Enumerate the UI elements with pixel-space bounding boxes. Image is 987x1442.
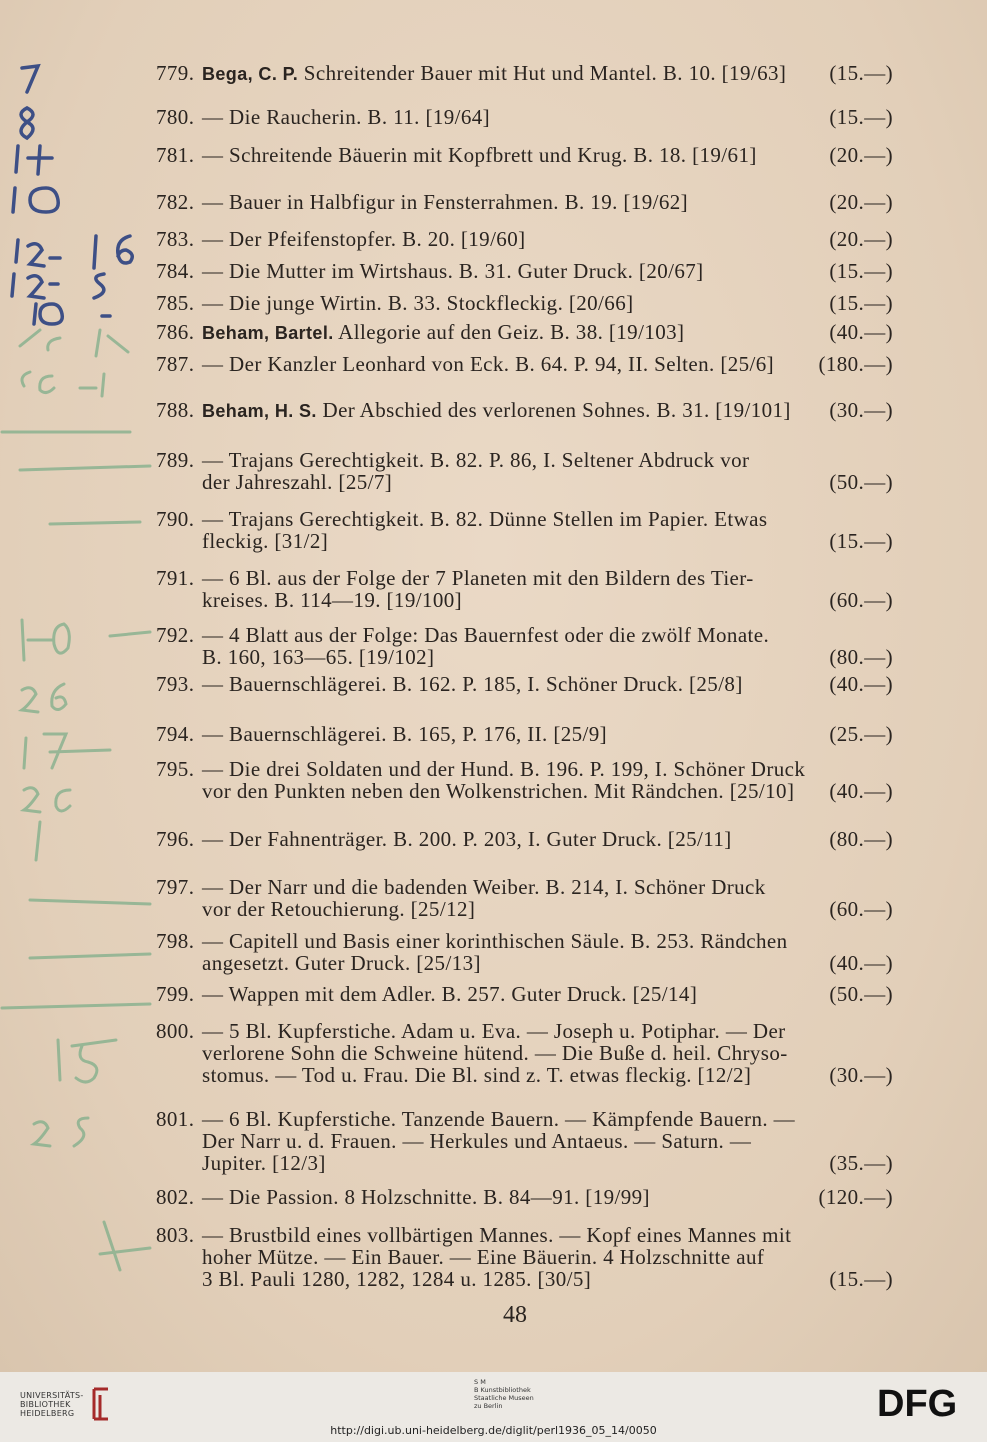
entry-text (156, 673, 743, 695)
catalog-entry (156, 292, 893, 314)
entry-line (156, 1186, 893, 1208)
entry-description: 3 Bl. Pauli 1280, 1282, 1284 u. 1285. [30/5] (202, 1267, 592, 1291)
entry-description: vor den Punkten neben den Wolkenstrichen. Mit Rändchen. [25/10] (202, 779, 795, 803)
university-logo-icon (90, 1385, 112, 1421)
catalog-entry (156, 828, 893, 850)
entry-line (156, 898, 893, 920)
entry-number: 803. (156, 1223, 195, 1247)
catalog-entry (156, 673, 893, 695)
entry-text (156, 1186, 650, 1208)
entry-description: — Die junge Wirtin. B. 33. Stockfleckig. [20/66] (202, 291, 634, 315)
entry-text (156, 292, 634, 314)
entry-description: — Capitell und Basis einer korinthischen Säule. B. 253. Rändchen (202, 929, 788, 953)
entry-description: — Bauer in Halbfigur in Fensterrahmen. B. 19. [19/62] (202, 190, 689, 214)
entry-description: stomus. — Tod u. Frau. Die Bl. sind z. T. etwas fleckig. [12/2] (202, 1063, 752, 1087)
entry-text (156, 758, 805, 780)
entry-text (156, 399, 791, 421)
catalog-entry (156, 106, 893, 128)
catalog-entry (156, 449, 893, 493)
entry-number: 789. (156, 448, 195, 472)
entry-text (202, 1246, 764, 1268)
catalog-entry (156, 983, 893, 1005)
estimate-price: (50.—) (829, 982, 893, 1006)
entry-number: 800. (156, 1019, 195, 1043)
entry-text (156, 567, 754, 589)
estimate-price: (40.—) (829, 672, 893, 696)
entry-text (156, 62, 786, 84)
catalog-entry (156, 930, 893, 974)
artist-name: Bega, C. P. (202, 64, 299, 84)
catalog-entry (156, 624, 893, 668)
entry-description: — Die drei Soldaten und der Hund. B. 196. P. 199, I. Schöner Druck (202, 757, 806, 781)
entry-text (202, 589, 462, 611)
catalog-entry (156, 1224, 893, 1290)
entry-line (156, 471, 893, 493)
entry-text (156, 828, 732, 850)
entry-number: 796. (156, 827, 195, 851)
entry-description: Allegorie auf den Geiz. B. 38. [19/103] (338, 320, 685, 344)
catalog-entry (156, 321, 893, 343)
entry-text (156, 1020, 786, 1042)
entry-text (156, 508, 767, 530)
entry-text (156, 930, 788, 952)
entry-line (156, 646, 893, 668)
entry-text (156, 228, 526, 250)
estimate-price: (40.—) (829, 320, 893, 344)
entry-line (156, 876, 893, 898)
entry-text (156, 624, 769, 646)
entry-number: 786. (156, 320, 195, 344)
entry-text (202, 646, 434, 668)
entry-line (156, 1108, 893, 1130)
entry-description: verlorene Sohn die Schweine hütend. — Die Buße d. heil. Chryso- (202, 1041, 788, 1065)
catalog-entry (156, 191, 893, 213)
entry-line (156, 723, 893, 745)
catalog-entry (156, 876, 893, 920)
estimate-price: (180.—) (818, 352, 893, 376)
entry-description: — Der Narr und die badenden Weiber. B. 214, I. Schöner Druck (202, 875, 766, 899)
entry-number: 784. (156, 259, 195, 283)
estimate-price: (35.—) (829, 1151, 893, 1175)
entry-text (202, 898, 475, 920)
entry-text (156, 321, 684, 343)
entry-line (156, 1020, 893, 1042)
entry-line (156, 1152, 893, 1174)
estimate-price: (80.—) (829, 645, 893, 669)
catalog-entry (156, 508, 893, 552)
entry-number: 779. (156, 61, 195, 85)
entry-description: Schreitender Bauer mit Hut und Mantel. B. 10. [19/63] (303, 61, 787, 85)
entry-number: 798. (156, 929, 195, 953)
entry-number: 792. (156, 623, 195, 647)
entry-description: vor der Retouchierung. [25/12] (202, 897, 476, 921)
entry-text (202, 780, 794, 802)
catalog-entry (156, 353, 893, 375)
stamp-line-3: Staatliche Museen (474, 1394, 534, 1402)
estimate-price: (60.—) (829, 588, 893, 612)
artist-name: Beham, H. S. (202, 401, 317, 421)
entry-number: 782. (156, 190, 195, 214)
entry-description: — Wappen mit dem Adler. B. 257. Guter Druck. [25/14] (202, 982, 698, 1006)
entry-number: 790. (156, 507, 195, 531)
entry-line (156, 292, 893, 314)
entry-text (202, 952, 481, 974)
entry-text (202, 1130, 751, 1152)
stamp-line-2: B Kunstbibliothek (474, 1386, 531, 1394)
estimate-price: (15.—) (829, 291, 893, 315)
entry-line (156, 1224, 893, 1246)
entry-text (202, 1268, 591, 1290)
estimate-price: (15.—) (829, 61, 893, 85)
entry-line (156, 1268, 893, 1290)
entry-text (202, 1064, 751, 1086)
entry-line (156, 144, 893, 166)
entry-text (202, 1152, 326, 1174)
entry-line (156, 983, 893, 1005)
entry-number: 791. (156, 566, 195, 590)
catalog-entry (156, 758, 893, 802)
entry-number: 801. (156, 1107, 195, 1131)
entry-description: Der Narr u. d. Frauen. — Herkules und Antaeus. — Saturn. — (202, 1129, 752, 1153)
estimate-price: (40.—) (829, 951, 893, 975)
estimate-price: (80.—) (829, 827, 893, 851)
entry-line (156, 1246, 893, 1268)
entry-text (156, 723, 607, 745)
entry-description: — Die Passion. 8 Holzschnitte. B. 84—91. [19/99] (202, 1185, 650, 1209)
stamp-line-1: S M (474, 1378, 486, 1386)
dfg-logo-text: DFG (877, 1384, 958, 1420)
entry-line (156, 567, 893, 589)
university-line-2: BIBLIOTHEK (20, 1400, 71, 1409)
entry-line (156, 589, 893, 611)
entry-text (156, 983, 697, 1005)
entry-description: — Die Raucherin. B. 11. [19/64] (202, 105, 491, 129)
entry-number: 794. (156, 722, 195, 746)
entry-description: — 6 Bl. aus der Folge der 7 Planeten mit den Bildern des Tier- (202, 566, 754, 590)
catalog-entry (156, 723, 893, 745)
entry-number: 781. (156, 143, 195, 167)
artist-name: Beham, Bartel. (202, 323, 334, 343)
entry-description: Der Abschied des verlorenen Sohnes. B. 31. [19/101] (322, 398, 791, 422)
entry-number: 788. (156, 398, 195, 422)
catalog-entry (156, 1108, 893, 1174)
entry-description: — 4 Blatt aus der Folge: Das Bauernfest oder die zwölf Monate. (202, 623, 770, 647)
estimate-price: (15.—) (829, 529, 893, 553)
entry-description: Jupiter. [12/3] (202, 1151, 326, 1175)
entry-text (156, 1108, 795, 1130)
entry-description: — Der Kanzler Leonhard von Eck. B. 64. P. 94, II. Selten. [25/6] (202, 352, 775, 376)
estimate-price: (50.—) (829, 470, 893, 494)
entry-text (202, 1042, 788, 1064)
entry-number: 787. (156, 352, 195, 376)
entry-line (156, 828, 893, 850)
kunstbibliothek-stamp (474, 1378, 584, 1410)
estimate-price: (60.—) (829, 897, 893, 921)
entry-line (156, 530, 893, 552)
entry-text (156, 353, 774, 375)
entry-line (156, 321, 893, 343)
entry-description: — Schreitende Bäuerin mit Kopfbrett und Krug. B. 18. [19/61] (202, 143, 757, 167)
entry-line (156, 624, 893, 646)
entry-text (156, 144, 757, 166)
university-line-1: UNIVERSITÄTS- (20, 1391, 84, 1400)
university-library-name (20, 1391, 86, 1418)
dfg-logo (877, 1384, 973, 1420)
entry-text (156, 191, 688, 213)
entry-description: — 5 Bl. Kupferstiche. Adam u. Eva. — Joseph u. Potiphar. — Der (202, 1019, 786, 1043)
green-pencil-marks (2, 330, 150, 1270)
estimate-price: (15.—) (829, 105, 893, 129)
entry-line (156, 780, 893, 802)
estimate-price: (15.—) (829, 1267, 893, 1291)
entry-description: — Trajans Gerechtigkeit. B. 82. P. 86, I. Seltener Abdruck vor (202, 448, 750, 472)
entry-description: — Brustbild eines vollbärtigen Mannes. — Kopf eines Mannes mit (202, 1223, 792, 1247)
entry-number: 780. (156, 105, 195, 129)
entry-text (202, 530, 328, 552)
entry-description: — Der Pfeifenstopfer. B. 20. [19/60] (202, 227, 526, 251)
estimate-price: (25.—) (829, 722, 893, 746)
estimate-price: (20.—) (829, 227, 893, 251)
entry-number: 795. (156, 757, 195, 781)
entry-text (156, 449, 749, 471)
entry-line (156, 228, 893, 250)
entry-text (202, 471, 392, 493)
estimate-price: (30.—) (829, 398, 893, 422)
entry-line (156, 449, 893, 471)
entry-description: angesetzt. Guter Druck. [25/13] (202, 951, 481, 975)
entry-description: der Jahreszahl. [25/7] (202, 470, 393, 494)
entry-number: 802. (156, 1185, 195, 1209)
entry-line (156, 1064, 893, 1086)
estimate-price: (20.—) (829, 143, 893, 167)
entry-description: — Trajans Gerechtigkeit. B. 82. Dünne Stellen im Papier. Etwas (202, 507, 768, 531)
entry-description: kreises. B. 114—19. [19/100] (202, 588, 463, 612)
entry-line (156, 106, 893, 128)
entry-text (156, 876, 766, 898)
entry-number: 799. (156, 982, 195, 1006)
entry-number: 785. (156, 291, 195, 315)
entry-description: — Der Fahnenträger. B. 200. P. 203, I. Guter Druck. [25/11] (202, 827, 732, 851)
blue-pencil-marks (12, 66, 132, 324)
university-line-3: HEIDELBERG (20, 1409, 75, 1418)
page-number: 48 (503, 1302, 527, 1328)
estimate-price: (20.—) (829, 190, 893, 214)
estimate-price: (120.—) (818, 1185, 893, 1209)
entry-line (156, 399, 893, 421)
catalog-entry (156, 228, 893, 250)
entry-line (156, 930, 893, 952)
entry-line (156, 1042, 893, 1064)
entry-description: hoher Mütze. — Ein Bauer. — Eine Bäuerin. 4 Holzschnitte auf (202, 1245, 765, 1269)
entry-line (156, 260, 893, 282)
catalog-entry (156, 1020, 893, 1086)
entry-line (156, 673, 893, 695)
entry-description: — 6 Bl. Kupferstiche. Tanzende Bauern. — Kämpfende Bauern. — (202, 1107, 796, 1131)
entry-text (156, 1224, 791, 1246)
catalog-entry (156, 567, 893, 611)
estimate-price: (15.—) (829, 259, 893, 283)
catalog-entry (156, 1186, 893, 1208)
catalog-entry (156, 62, 893, 84)
entry-line (156, 952, 893, 974)
entry-description: — Die Mutter im Wirtshaus. B. 31. Guter Druck. [20/67] (202, 259, 704, 283)
estimate-price: (30.—) (829, 1063, 893, 1087)
catalog-entry (156, 260, 893, 282)
entry-text (156, 260, 704, 282)
estimate-price: (40.—) (829, 779, 893, 803)
entry-description: — Bauernschlägerei. B. 165, P. 176, II. [25/9] (202, 722, 608, 746)
catalog-entry (156, 399, 893, 421)
entry-line (156, 353, 893, 375)
entry-line (156, 758, 893, 780)
entry-description: — Bauernschlägerei. B. 162. P. 185, I. Schöner Druck. [25/8] (202, 672, 743, 696)
entry-line (156, 508, 893, 530)
entry-line (156, 1130, 893, 1152)
permalink-url[interactable]: http://digi.ub.uni-heidelberg.de/diglit/perl1936_05_14/0050 (330, 1424, 657, 1437)
entry-description: B. 160, 163—65. [19/102] (202, 645, 435, 669)
catalog-entry (156, 144, 893, 166)
stamp-line-4: zu Berlin (474, 1402, 503, 1410)
entry-number: 797. (156, 875, 195, 899)
entry-description: fleckig. [31/2] (202, 529, 329, 553)
digitization-footer (0, 1372, 987, 1442)
entry-line (156, 62, 893, 84)
entry-text (156, 106, 490, 128)
entry-number: 793. (156, 672, 195, 696)
entry-number: 783. (156, 227, 195, 251)
entry-line (156, 191, 893, 213)
